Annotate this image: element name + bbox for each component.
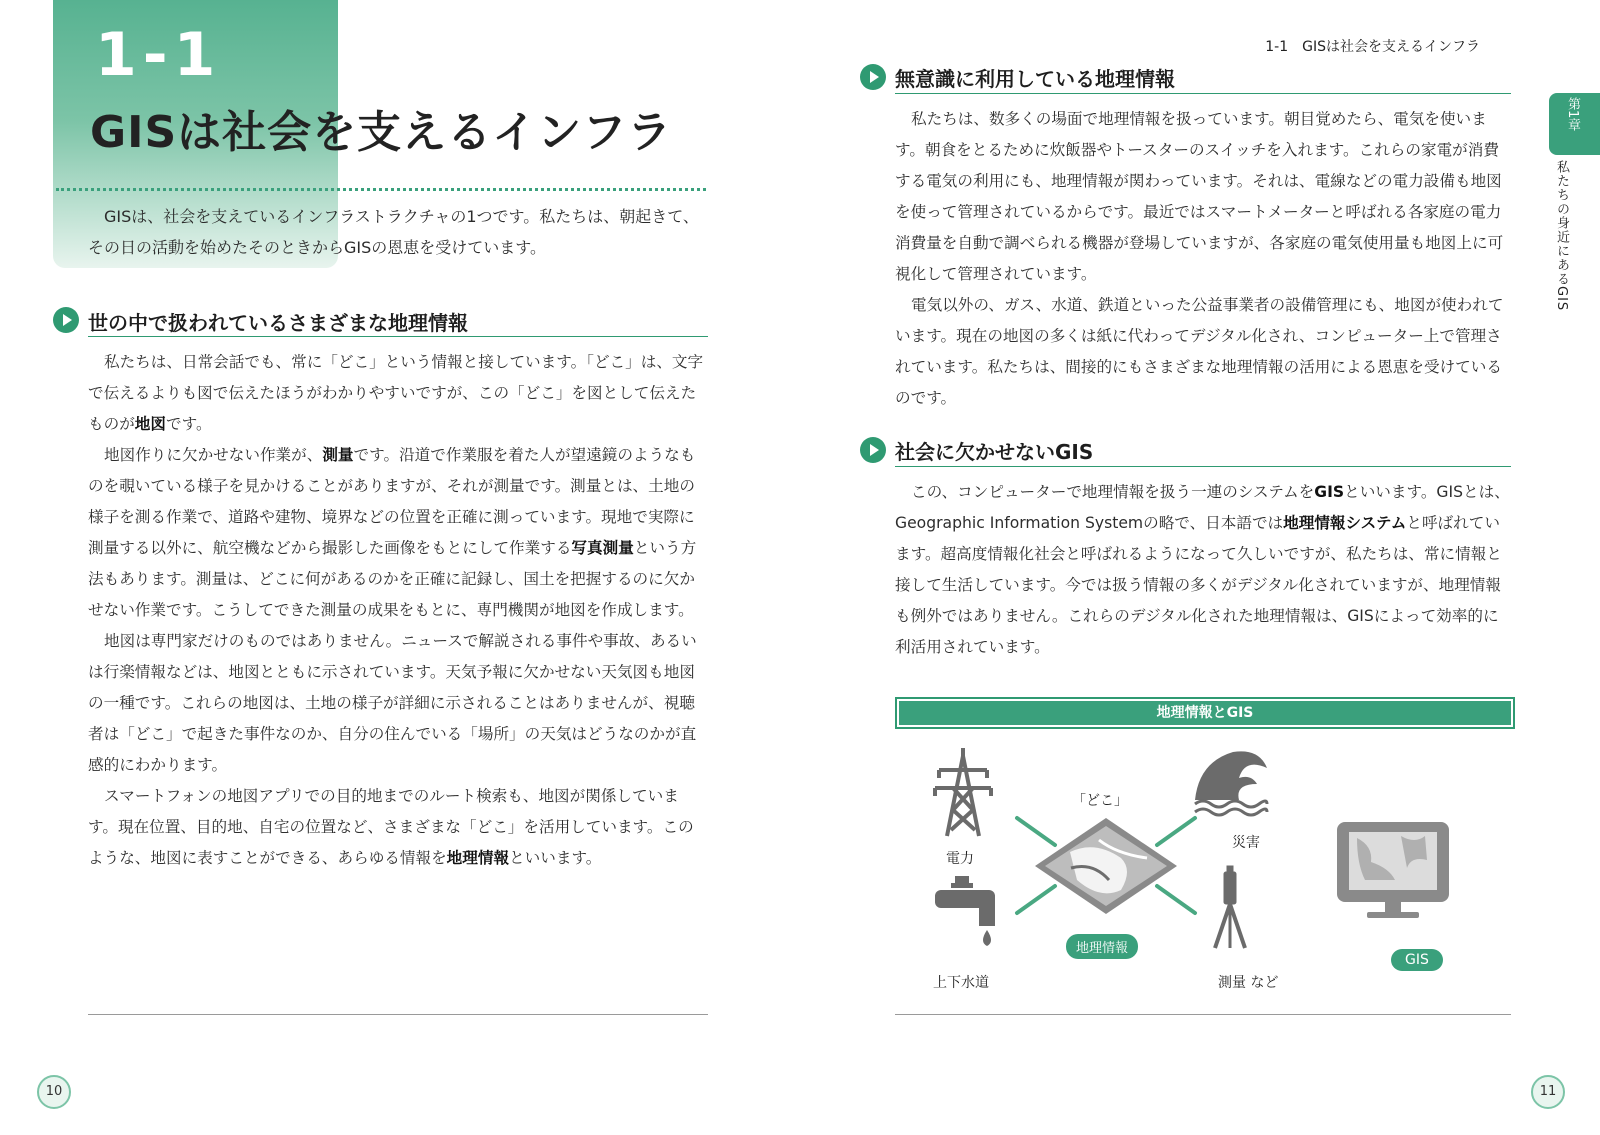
figure-pill-gis: GIS (1391, 949, 1443, 971)
heading-underline (895, 466, 1511, 467)
paragraph: 地図作りに欠かせない作業が、測量です。沿道で作業服を着た人が望遠鏡のようなものを覗いている様子を見かけることがありますが、それが測量です。測量とは、土地の様子を測る作業で、道路や建物、境界などの位置を正確に測っています。現地で実際に測量する以外に、航空機などから撮影した画像をもとにして作業する写真測量という方法もあります。測量は、どこに何があるのかを正確に記録し、国土を把握するのに欠かせない作業です。こうしてできた測量の成果をもとに、専門機関が地図を作成します。 (88, 446, 697, 619)
chapter-tab (1549, 93, 1600, 155)
section-heading: 無意識に利用している地理情報 (895, 67, 1175, 91)
bold-term: 写真測量 (571, 539, 634, 557)
figure-label-water: 上下水道 (933, 975, 989, 991)
heading-underline (88, 336, 708, 337)
paragraph: この、コンピューターで地理情報を扱う一連のシステムをGISといいます。GISとは、Geographic Information Systemの略で、日本語では地理情報システムと呼ばれています。超高度情報化社会と呼ばれるようになって久しいですが、私たちは、常に情報と接して生活しています。今では扱う情報の多くがデジタル化されていますが、地理情報も例外ではありません。これらのデジタル化された地理情報は、GISによって効率的に利活用されています。 (895, 483, 1510, 656)
bold-term: 地理情報システム (1283, 514, 1407, 532)
bold-term: 地理情報 (446, 849, 510, 867)
bold-term: GIS (1314, 483, 1345, 501)
wave-icon (1195, 751, 1267, 815)
chapter-tab-label: 第1章 (1565, 97, 1580, 132)
figure-label-disaster: 災害 (1232, 835, 1260, 851)
survey-instrument-icon (1215, 866, 1245, 948)
body-text-right-1 (895, 104, 1511, 414)
footer-rule (895, 1014, 1511, 1015)
chapter-side-title: 私たちの身近にあるGIS (1554, 160, 1569, 312)
body-text-left (88, 347, 708, 874)
figure-title-bar: 地理情報とGIS (895, 697, 1515, 729)
running-header: 1-1 GISは社会を支えるインフラ (1265, 39, 1480, 55)
figure-pill-geo-info: 地理情報 (1066, 934, 1138, 959)
section-heading: 社会に欠かせないGIS (895, 440, 1094, 464)
figure-center-label: 「どこ」 (1072, 793, 1128, 809)
paragraph: 地図は専門家だけのものではありません。ニュースで解説される事件や事故、あるいは行楽情報などは、地図とともに示されています。天気予報に欠かせない天気図も地図の一種です。これらの地図は、土地の様子が詳細に示されることはありませんが、視聴者は「どこ」で起きた事件なのか、自分の住んでいる「場所」の天気はどうなのかが直感的にわかります。 (88, 632, 697, 774)
play-icon (860, 437, 886, 463)
figure-label-power: 電力 (946, 851, 974, 867)
footer-rule (88, 1014, 708, 1015)
map-icon (1035, 818, 1177, 914)
heading-underline (895, 93, 1511, 94)
section-heading: 世の中で扱われているさまざまな地理情報 (88, 311, 468, 335)
figure-label-survey: 測量 など (1218, 975, 1279, 991)
dotted-divider (56, 188, 706, 191)
page-number-left: 10 (37, 1075, 71, 1109)
lead-paragraph: GISは、社会を支えているインフラストラクチャの1つです。私たちは、朝起きて、その日の活動を始めたそのときからGISの恩恵を受けています。 (88, 207, 699, 257)
play-icon (53, 307, 79, 333)
bold-term: 測量 (322, 446, 354, 464)
section-number: 1-1 (95, 20, 222, 90)
paragraph: 私たちは、日常会話でも、常に「どこ」という情報と接しています。「どこ」は、文字で伝えるよりも図で伝えたほうがわかりやすいですが、この「どこ」を図として伝えたものが地図です。 (88, 353, 704, 433)
monitor-icon (1337, 822, 1449, 918)
faucet-icon (935, 876, 995, 946)
bold-term: 地図 (134, 415, 166, 433)
paragraph: 私たちは、数多くの場面で地理情報を扱っています。朝目覚めたら、電気を使います。朝食をとるために炊飯器やトースターのスイッチを入れます。これらの家電が消費する電気の利用にも、地理情報が関わっています。それは、電線などの電力設備も地図を使って管理されているからです。最近ではスマートメーターと呼ばれる各家庭の電力消費量を自動で調べられる機器が登場していますが、各家庭の電気使用量も地図上に可視化して管理されています。 (895, 110, 1504, 283)
page-title: GISは社会を支えるインフラ (90, 107, 673, 158)
power-tower-icon (935, 748, 991, 836)
play-icon (860, 64, 886, 90)
paragraph: スマートフォンの地図アプリでの目的地までのルート検索も、地図が関係しています。現在位置、目的地、自宅の位置など、さまざまな「どこ」を活用しています。このような、地図に表すことができる、あらゆる情報を地理情報といいます。 (88, 787, 694, 867)
page-number-right: 11 (1531, 1075, 1565, 1109)
body-text-right-2 (895, 477, 1511, 663)
paragraph: 電気以外の、ガス、水道、鉄道といった公益事業者の設備管理にも、地図が使われています。現在の地図の多くは紙に代わってデジタル化され、コンピューター上で管理されています。私たちは、間接的にもさまざまな地理情報の活用による恩恵を受けているのです。 (895, 296, 1504, 407)
